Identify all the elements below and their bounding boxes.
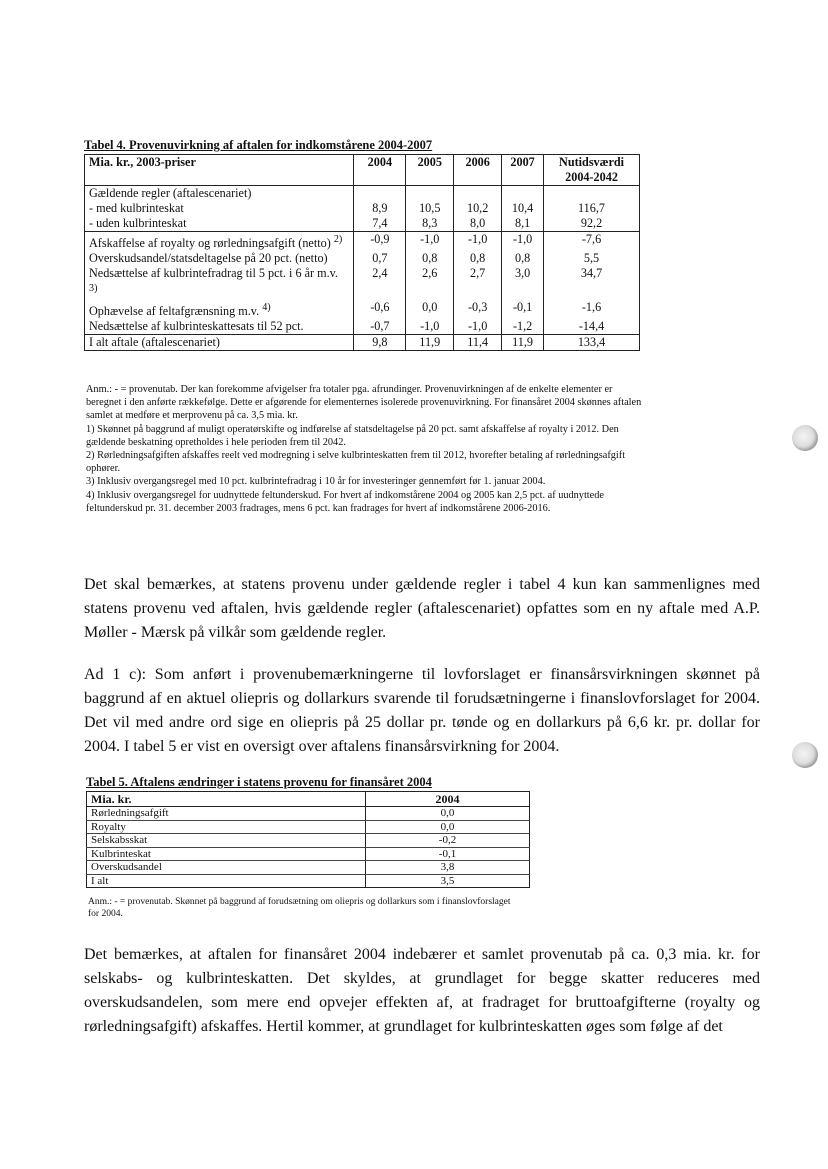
table5-title: Tabel 5. Aftalens ændringer i statens provenu for finansåret 2004 xyxy=(86,775,432,789)
cell: -0,7 xyxy=(354,319,406,335)
table-row xyxy=(87,861,530,875)
punch-hole-icon xyxy=(792,425,818,451)
cell: -1,6 xyxy=(544,300,640,319)
table4-header-2005: 2005 xyxy=(406,155,454,186)
cell: 8,0 xyxy=(454,216,502,232)
table4-note: Anm.: - = provenutab. Der kan forekomme afvigelser fra totaler pga. afrundinger. Provenuvirkningen af de enkelte elementer er beregnet i den anførte rækkefølge. Dette er afgørende for elementernes isolerede provenuvirkning. For finansåret 2004 skønnes aftalen samlet at medføre et merprovenu på ca. 3,5 mia. kr. xyxy=(86,384,642,422)
cell: 8,1 xyxy=(502,216,544,232)
cell: -1,0 xyxy=(454,232,502,252)
row-label: Nedsættelse af kulbrintefradrag til 5 pct. i 6 år m.v. $^{3)}$ xyxy=(85,266,354,300)
table-row xyxy=(85,201,640,216)
cell: 5,5 xyxy=(544,251,640,266)
cell: 3,0 xyxy=(502,266,544,300)
row-label: Rørledningsafgift xyxy=(87,807,366,821)
cell: -1,2 xyxy=(502,319,544,335)
body-paragraph: Det bemærkes, at aftalen for finansåret 2004 indebærer et samlet provenutab på ca. 0,3 mia. kr. for selskabs- og kulbrinteskatten. Det skyldes, at grundlaget for begge skatter reduceres med overskudsandelen, som mere end opvejer effekten af, at fradraget for bruttoafgifterne (royalty og rørledningsafgift) afskaffes. Hertil kommer, at grundlaget for kulbrinteskatten øges som følge af det xyxy=(84,946,760,1035)
table-row xyxy=(85,300,640,319)
table4-notes xyxy=(86,383,646,515)
cell: 92,2 xyxy=(544,216,640,232)
cell: 11,9 xyxy=(406,335,454,351)
cell: 3,5 xyxy=(366,874,530,888)
row-label: Ophævelse af feltafgrænsning m.v. $^{4)}$ xyxy=(85,300,354,319)
cell: -0,3 xyxy=(454,300,502,319)
table-row xyxy=(85,186,640,202)
cell: -1,0 xyxy=(406,232,454,252)
table-row xyxy=(87,807,530,821)
cell: 10,2 xyxy=(454,201,502,216)
cell: 0,0 xyxy=(366,807,530,821)
cell: -1,0 xyxy=(454,319,502,335)
table4-note: 1) Skønnet på baggrund af muligt operatørskifte og indførelse af statsdeltagelse på 20 pct. samt afskaffelse af royalty i 2012. Den gældende beskatning opretholdes i hele perioden frem til 2042. xyxy=(86,423,619,448)
cell: 10,4 xyxy=(502,201,544,216)
cell: -1,0 xyxy=(502,232,544,252)
row-label: Royalty xyxy=(87,820,366,834)
table-row xyxy=(85,232,640,252)
cell: 11,9 xyxy=(502,335,544,351)
cell: 8,3 xyxy=(406,216,454,232)
body-paragraph: Det skal bemærkes, at statens provenu under gældende regler i tabel 4 kun kan sammenlignes med statens provenu ved aftalen, hvis gældende regler (aftalescenariet) opfattes som en ny aftale med A.P. Møller - Mærsk på vilkår som gældende regler. xyxy=(84,576,760,641)
cell: 7,4 xyxy=(354,216,406,232)
row-label: Overskudsandel xyxy=(87,861,366,875)
table-row xyxy=(85,266,640,300)
cell: 0,8 xyxy=(502,251,544,266)
cell: 0,8 xyxy=(406,251,454,266)
row-label: Selskabsskat xyxy=(87,834,366,848)
table4 xyxy=(84,154,640,351)
cell: 2,4 xyxy=(354,266,406,300)
table-row xyxy=(85,319,640,335)
footnote-ref: 4) xyxy=(262,302,271,314)
cell: 0,0 xyxy=(366,820,530,834)
cell: 3,8 xyxy=(366,861,530,875)
table4-header-nutidsvaerdi: Nutidsværdi 2004-2042 xyxy=(544,155,640,186)
row-label: Overskudsandel/statsdeltagelse på 20 pct. (netto) xyxy=(85,251,354,266)
cell: 0,8 xyxy=(454,251,502,266)
row-label: Gældende regler (aftalescenariet) xyxy=(85,186,354,202)
cell: -0,9 xyxy=(354,232,406,252)
row-label: Kulbrinteskat xyxy=(87,847,366,861)
table4-title: Tabel 4. Provenuvirkning af aftalen for indkomstårene 2004-2007 xyxy=(84,138,433,152)
punch-hole-icon xyxy=(792,742,818,768)
cell: 11,4 xyxy=(454,335,502,351)
cell: 116,7 xyxy=(544,201,640,216)
cell: -1,0 xyxy=(406,319,454,335)
table4-header-2006: 2006 xyxy=(454,155,502,186)
table-row xyxy=(85,216,640,232)
footnote-ref: 3) xyxy=(89,283,98,295)
table-row-total xyxy=(87,874,530,888)
cell: 0,7 xyxy=(354,251,406,266)
table-row xyxy=(85,251,640,266)
table-row xyxy=(87,834,530,848)
cell: -0,1 xyxy=(502,300,544,319)
cell: 8,9 xyxy=(354,201,406,216)
table4-note: 4) Inklusiv overgangsregel for uudnyttede feltunderskud. For hvert af indkomstårene 2004 og 2005 kan 2,5 pct. af uudnyttede feltunderskud pr. 31. december 2003 fradrages, mens 6 pct. kan fradrages for hvert af indkomstårene 2006-2016. xyxy=(86,489,604,514)
cell: -0,2 xyxy=(366,834,530,848)
footnote-ref: 2) xyxy=(333,234,343,245)
cell: 133,4 xyxy=(544,335,640,351)
table4-header-2007: 2007 xyxy=(502,155,544,186)
table4-header-label: Mia. kr., 2003-priser xyxy=(85,155,354,186)
row-label: Nedsættelse af kulbrinteskattesats til 52 pct. xyxy=(85,319,354,335)
row-label: I alt aftale (aftalescenariet) xyxy=(85,335,354,351)
table4-header-row xyxy=(85,155,640,186)
row-label: - med kulbrinteskat xyxy=(85,201,354,216)
cell: 9,8 xyxy=(354,335,406,351)
body-paragraph: Ad 1 c): Som anført i provenubemærkningerne til lovforslaget er finansårsvirkningen skønnet på baggrund af en aktuel oliepris og dollarkurs svarende til forudsætningerne i finanslovforslaget for 2004. Det vil med andre ord sige en oliepris på 25 dollar pr. tønde og en dollarkurs på 6,6 kr. pr. dollar for 2004. I tabel 5 er vist en oversigt over aftalens finansårsvirkning for 2004. xyxy=(84,666,760,755)
table4-header-2004: 2004 xyxy=(354,155,406,186)
table5-header-label: Mia. kr. xyxy=(87,792,366,807)
table4-note: 2) Rørledningsafgiften afskaffes reelt ved modregning i selve kulbrinteskatten frem til 2012, hvorefter betaling af rørledningsafgift ophører. xyxy=(86,450,626,475)
table-row xyxy=(87,847,530,861)
table5-header-row xyxy=(87,792,530,807)
cell: 0,0 xyxy=(406,300,454,319)
cell: -7,6 xyxy=(544,232,640,252)
row-label: Afskaffelse af royalty og rørledningsafgift (netto) $^{2)}$ xyxy=(85,232,354,252)
table5-note: Anm.: - = provenutab. Skønnet på baggrund af forudsætning om oliepris og dollarkurs som i finanslovforslaget for 2004. xyxy=(88,897,511,919)
table4-note: 3) Inklusiv overgangsregel med 10 pct. kulbrintefradrag i 10 år for investeringer gennemført før 1. januar 2004. xyxy=(86,476,546,488)
row-label: - uden kulbrinteskat xyxy=(85,216,354,232)
row-label: I alt xyxy=(87,874,366,888)
cell: 2,6 xyxy=(406,266,454,300)
cell: 34,7 xyxy=(544,266,640,300)
cell: -14,4 xyxy=(544,319,640,335)
cell: -0,1 xyxy=(366,847,530,861)
table-row-total xyxy=(85,335,640,351)
cell: -0,6 xyxy=(354,300,406,319)
cell: 10,5 xyxy=(406,201,454,216)
table5 xyxy=(86,791,530,888)
cell: 2,7 xyxy=(454,266,502,300)
table-row xyxy=(87,820,530,834)
table5-header-2004: 2004 xyxy=(366,792,530,807)
